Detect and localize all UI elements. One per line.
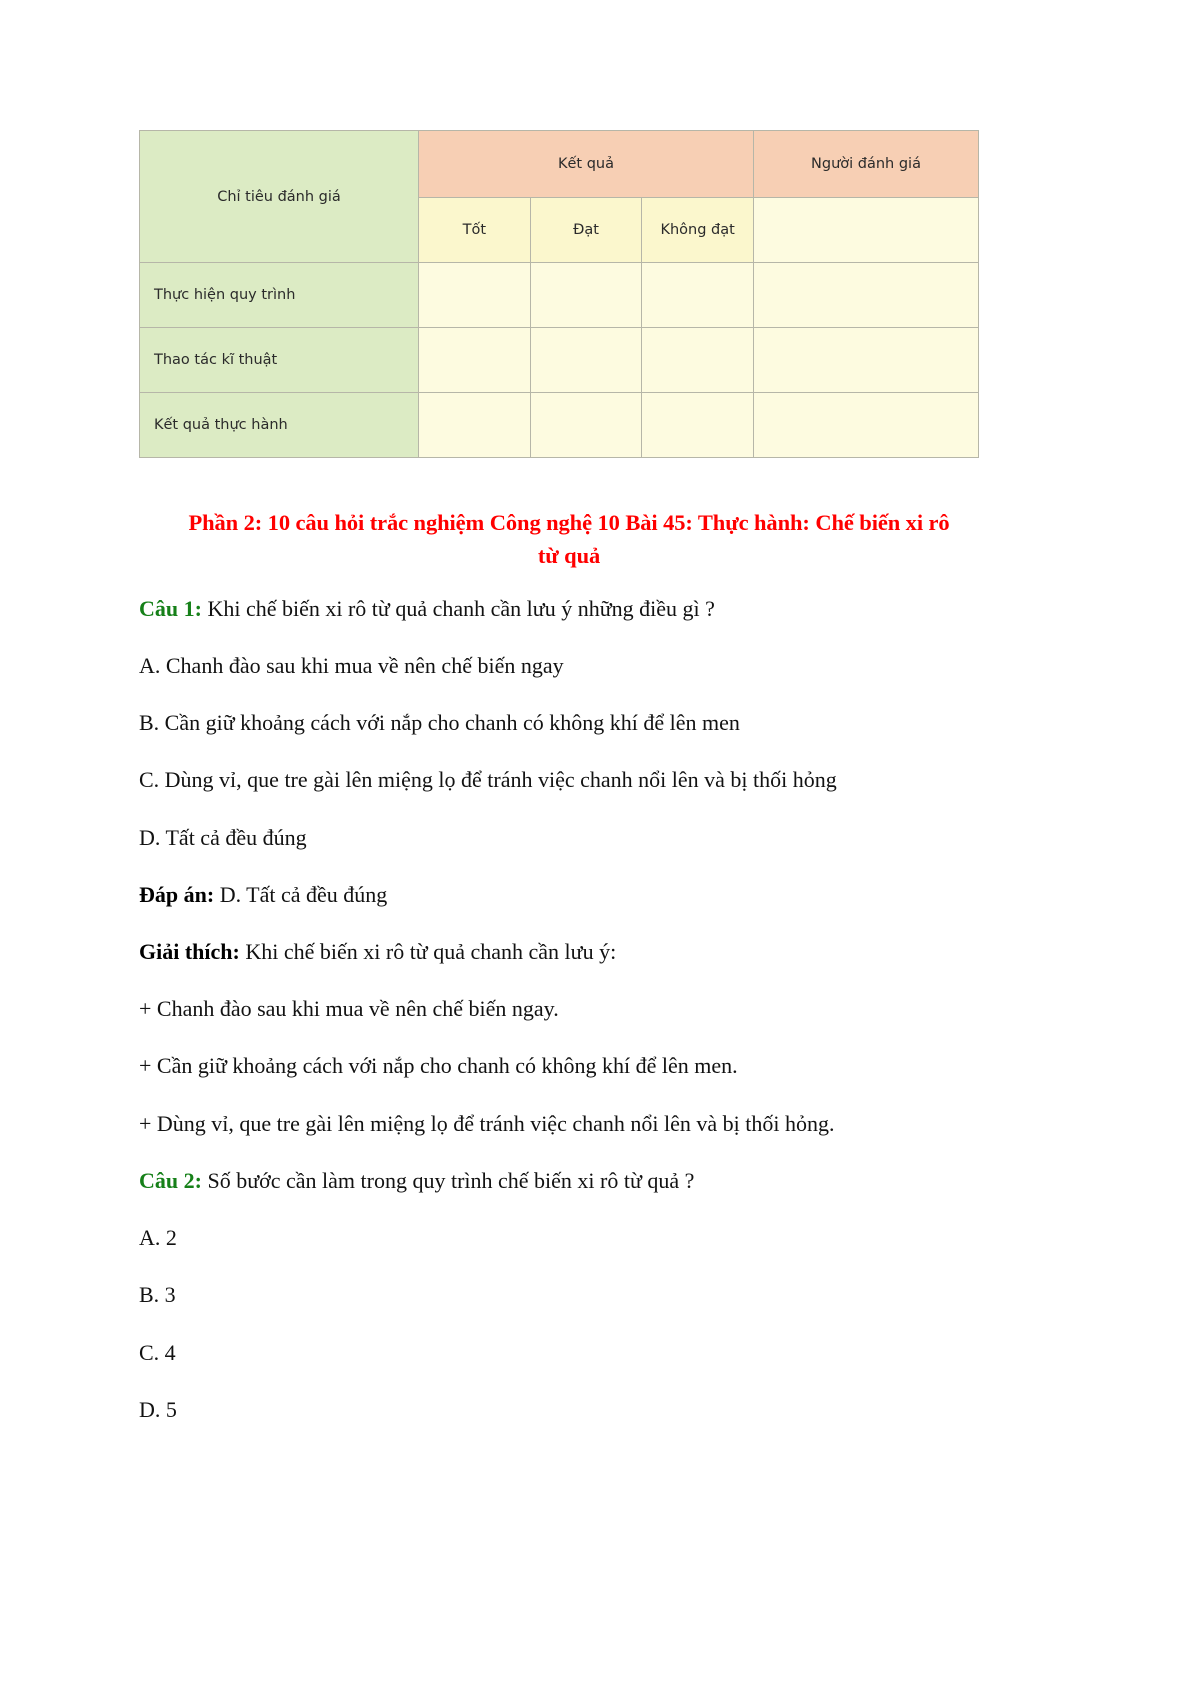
question-1-option-a[interactable]: A. Chanh đào sau khi mua về nên chế biến ngay [139,652,564,678]
question-2-option-d[interactable]: D. 5 [139,1396,177,1422]
header-evaluator: Người đánh giá [754,131,979,198]
table-row [140,393,979,458]
question-2-option-c[interactable]: C. 4 [139,1339,176,1365]
evaluation-table [139,130,979,458]
question-2-text: Số bước cần làm trong quy trình chế biến xi rô từ quả ? [201,1167,695,1193]
header-criteria: Chỉ tiêu đánh giá [140,131,419,263]
question-1-text: Khi chế biến xi rô từ quả chanh cần lưu ý những điều gì ? [201,595,715,621]
answer-text: D. Tất cả đều đúng [214,881,388,907]
document-content [139,130,999,1425]
section-title [139,506,999,573]
section-title-line-2: từ quả [537,543,601,569]
table-row [140,328,979,393]
cell-dat[interactable] [530,263,642,328]
cell-nguoi-danh-gia[interactable] [754,263,979,328]
subheader-evaluator-blank [754,198,979,263]
cell-tot[interactable] [419,328,531,393]
header-result: Kết quả [419,131,754,198]
table-header-row-1 [140,131,979,198]
question-1-option-d[interactable]: D. Tất cả đều đúng [139,824,307,850]
answer-label: Đáp án: [139,881,215,907]
explanation-point-1: + Chanh đào sau khi mua về nên chế biến ngay. [139,996,559,1022]
explanation-point-2: + Cần giữ khoảng cách với nắp cho chanh có không khí để lên men. [139,1053,738,1079]
question-2-stem [139,1165,999,1196]
question-1-explanation [139,936,999,967]
row-label-thao-tac: Thao tác kĩ thuật [140,328,419,393]
row-label-ket-qua: Kết quả thực hành [140,393,419,458]
question-1-option-b[interactable]: B. Cần giữ khoảng cách với nắp cho chanh có không khí để lên men [139,710,740,736]
cell-tot[interactable] [419,393,531,458]
subheader-tot: Tốt [419,198,531,263]
row-label-quy-trinh: Thực hiện quy trình [140,263,419,328]
question-2-option-b[interactable]: B. 3 [139,1282,176,1308]
question-1-answer [139,879,999,910]
cell-nguoi-danh-gia[interactable] [754,393,979,458]
table-row [140,263,979,328]
explanation-point-3: + Dùng vỉ, que tre gài lên miệng lọ để tránh việc chanh nổi lên và bị thối hỏng. [139,1110,835,1136]
cell-khong-dat[interactable] [642,263,754,328]
cell-dat[interactable] [530,393,642,458]
explanation-label: Giải thích: [139,939,240,964]
explanation-text: Khi chế biến xi rô từ quả chanh cần lưu ý: [239,939,617,964]
question-1-label: Câu 1: [139,595,202,621]
section-title-line-1: Phần 2: 10 câu hỏi trắc nghiệm Công nghệ 10 Bài 45: Thực hành: Chế biến xi rô [188,510,950,535]
cell-khong-dat[interactable] [642,328,754,393]
cell-tot[interactable] [419,263,531,328]
question-2-label: Câu 2: [139,1167,202,1193]
cell-nguoi-danh-gia[interactable] [754,328,979,393]
question-2-option-a[interactable]: A. 2 [139,1225,177,1251]
subheader-khong-dat: Không đạt [642,198,754,263]
cell-khong-dat[interactable] [642,393,754,458]
question-1-stem [139,593,999,624]
cell-dat[interactable] [530,328,642,393]
subheader-dat: Đạt [530,198,642,263]
question-1-option-c[interactable]: C. Dùng vỉ, que tre gài lên miệng lọ để tránh việc chanh nổi lên và bị thối hỏng [139,767,837,793]
